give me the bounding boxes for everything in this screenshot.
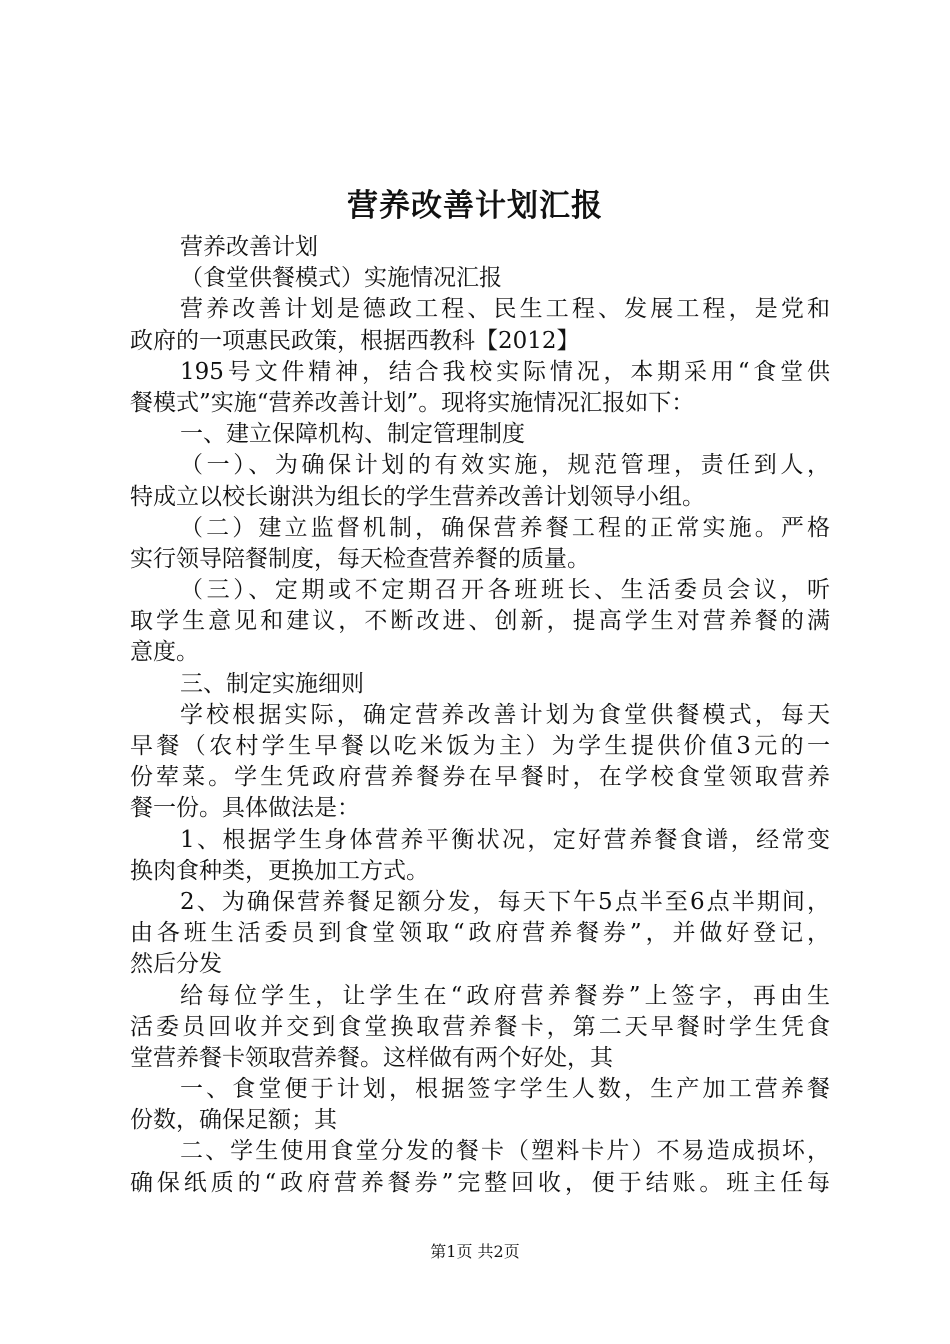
text-line: （三）、定期或不定期召开各班班长、生活委员会议，听 — [180, 577, 830, 604]
text-line: 三、制定实施细则 — [180, 670, 364, 697]
text-line: 取学生意见和建议，不断改进、创新，提高学生对营养餐的满 — [130, 608, 830, 635]
text-line: 给每位学生，让学生在“政府营养餐券”上签字，再由生 — [180, 982, 830, 1009]
text-line: 份荤菜。学生凭政府营养餐券在早餐时，在学校食堂领取营养 — [130, 764, 830, 791]
text-line: 政府的一项惠民政策，根据西教科【2012】 — [130, 327, 580, 354]
text-line: 二、学生使用食堂分发的餐卡（塑料卡片）不易造成损坏， — [180, 1138, 830, 1165]
text-line: （一）、为确保计划的有效实施，规范管理，责任到人， — [180, 452, 830, 479]
text-line: 195号文件精神，结合我校实际情况，本期采用“食堂供 — [180, 358, 830, 385]
text-line: 然后分发 — [130, 951, 222, 978]
text-line: 堂营养餐卡领取营养餐。这样做有两个好处，其 — [130, 1044, 613, 1071]
text-line: （食堂供餐模式）实施情况汇报 — [180, 265, 502, 292]
text-line: 2、为确保营养餐足额分发，每天下午5点半至6点半期间， — [180, 888, 830, 915]
text-line: 一、食堂便于计划，根据签字学生人数，生产加工营养餐 — [180, 1076, 830, 1103]
document-title: 营养改善计划汇报 — [347, 188, 603, 224]
text-line: 餐模式”实施“营养改善计划”。现将实施情况汇报如下： — [130, 389, 695, 416]
text-line: 确保纸质的“政府营养餐券”完整回收，便于结账。班主任每 — [130, 1169, 830, 1196]
text-line: 营养改善计划是德政工程、民生工程、发展工程，是党和 — [180, 296, 830, 323]
text-line: 由各班生活委员到食堂领取“政府营养餐券”，并做好登记， — [130, 920, 830, 947]
document-body — [130, 232, 830, 1199]
text-line: 特成立以校长谢洪为组长的学生营养改善计划领导小组。 — [130, 483, 705, 510]
text-line: 活委员回收并交到食堂换取营养餐卡，第二天早餐时学生凭食 — [130, 1013, 830, 1040]
text-line: 一、建立保障机构、制定管理制度 — [180, 421, 525, 448]
text-line: 实行领导陪餐制度，每天检查营养餐的质量。 — [130, 545, 590, 572]
text-line: 早餐（农村学生早餐以吃米饭为主）为学生提供价值3元的一 — [130, 733, 830, 759]
text-line: 换肉食种类，更换加工方式。 — [130, 857, 429, 884]
text-line: 1、根据学生身体营养平衡状况，定好营养餐食谱，经常变 — [180, 826, 830, 853]
text-line: 意度。 — [130, 639, 199, 666]
text-line: 份数，确保足额；其 — [130, 1107, 337, 1134]
text-line: （二）建立监督机制，确保营养餐工程的正常实施。严格 — [180, 514, 830, 541]
text-line: 营养改善计划 — [180, 234, 318, 260]
page-footer: 第1页 共2页 — [430, 1242, 520, 1261]
text-line: 餐一份。具体做法是： — [130, 795, 360, 822]
text-line: 学校根据实际，确定营养改善计划为食堂供餐模式，每天 — [180, 701, 830, 728]
